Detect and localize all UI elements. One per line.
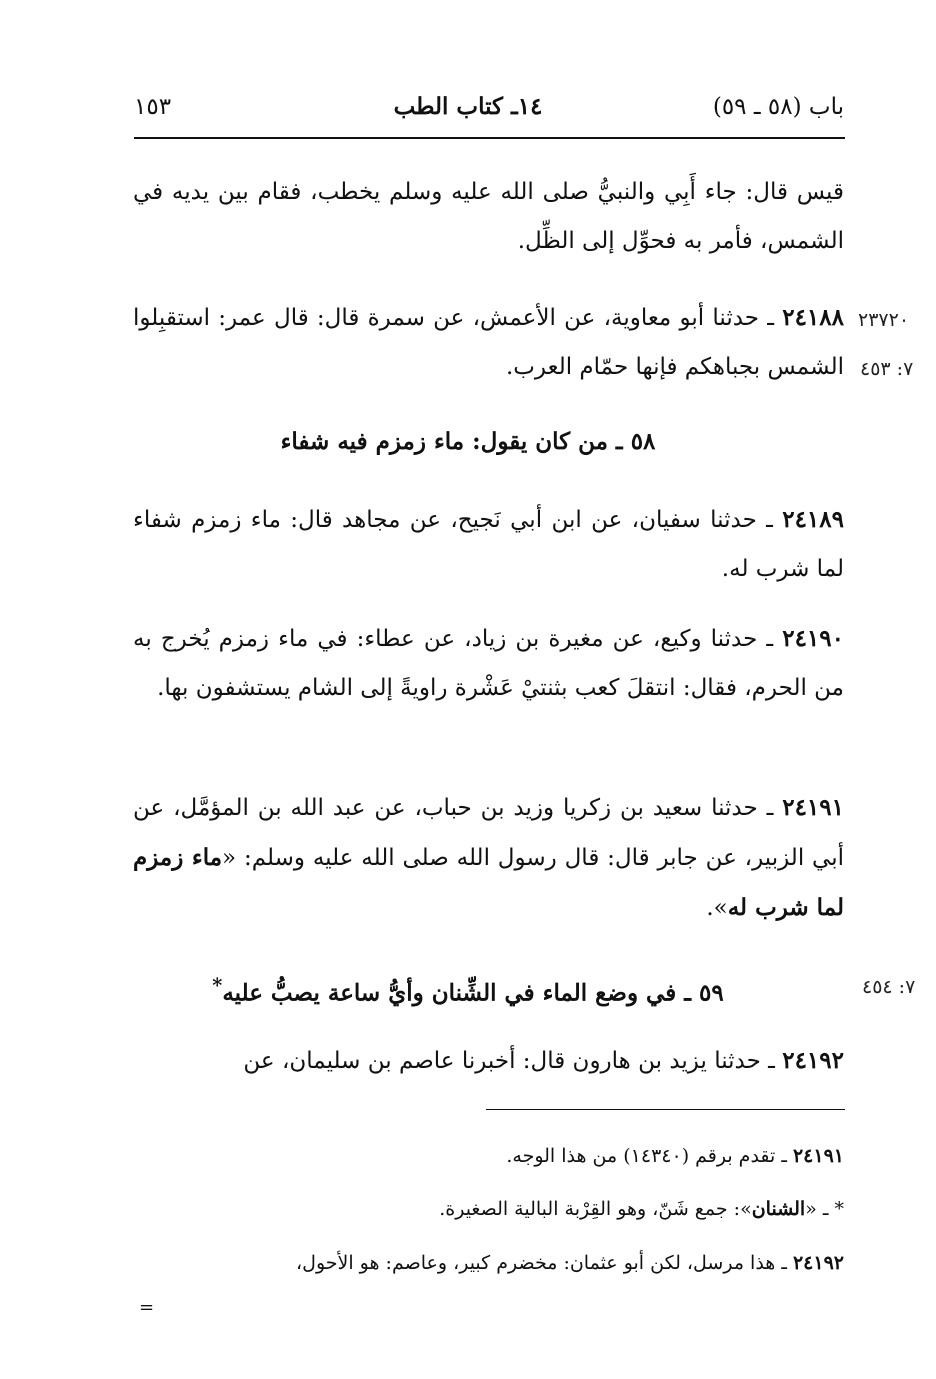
footnote-24191 [133, 1141, 844, 1171]
hadith-text: ـ حدثنا يزيد بن هارون قال: أخبرنا عاصم بن سليمان، عن [243, 1048, 783, 1074]
margin-reference: ٢٣٧٢٠ [858, 309, 910, 331]
hadith-text: ـ حدثنا أبو معاوية، عن الأعمش، عن سمرة قال: قال عمر: استقبِلوا الشمس بجباهكم فإنها حمّام العرب. [133, 305, 844, 380]
footnote-mark: * ـ « [805, 1198, 844, 1220]
hadith-text: ـ حدثنا سفيان، عن ابن أبي نَجيح، عن مجاهد قال: ماء زمزم شفاء لما شرب له. [133, 507, 844, 582]
hadith-24188 [133, 293, 844, 392]
hadith-number: ٢٤١٩٠ [782, 625, 844, 652]
hadith-24189 [133, 495, 844, 594]
hadith-quote: ماء زمزم لما شرب له [133, 844, 844, 921]
footnote-text: »: جمع شَنّ، وهو القِرْبة البالية الصغيرة. [439, 1198, 752, 1220]
hadith-text: ـ حدثنا وكيع، عن مغيرة بن زياد، عن عطاء: في ماء زمزم يُخرج به من الحرم، فقال: انتقلَ كعب بثنتيْ عَشْرة راويةً إلى الشام يستشفون بها. [133, 626, 844, 701]
section-heading-59 [0, 968, 936, 1012]
page-number: ١٥٣ [134, 94, 172, 120]
footnote-text: ـ تقدم برقم (١٤٣٤٠) من هذا الوجه. [506, 1145, 793, 1167]
hadith-24190 [133, 614, 844, 713]
footnote-continuation-mark: = [139, 1297, 155, 1318]
hadith-text: ـ حدثنا سعيد بن زكريا وزيد بن حباب، عن عبد الله بن المؤمَّل، عن أبي الزبير، عن جابر قال: قال رسول الله صلى الله عليه وسلم: « [133, 795, 845, 871]
hadith-24191 [133, 783, 844, 933]
hadith-number: ٢٤١٩٢ [782, 1047, 844, 1074]
footnote-shinan [133, 1194, 844, 1224]
hadith-number: ٢٤١٨٨ [782, 304, 844, 331]
footnote-24192 [133, 1248, 844, 1278]
hadith-number: ٢٤١٨٩ [782, 506, 844, 533]
margin-reference: ٧: ٤٥٤ [862, 976, 916, 998]
footnote-rule [486, 1109, 845, 1110]
footnote-term: الشنان [751, 1198, 806, 1220]
paragraph-text: قيس قال: جاء أَبِي والنبيُّ صلى الله عليه وسلم يخطب، فقام بين يديه في الشمس، فأمر به فحوِّل إلى الظِّل. [133, 179, 844, 254]
header-rule [134, 137, 845, 139]
footnote-marker: * [212, 974, 223, 997]
section-heading-58: ٥٨ ـ من كان يقول: ماء زمزم فيه شفاء [280, 428, 656, 455]
footnote-number: ٢٤١٩٢ [792, 1252, 844, 1274]
footnote-text: ـ هذا مرسل، لكن أبو عثمان: مخضرم كبير، وعاصم: هو الأحول، [296, 1252, 793, 1274]
margin-reference: ٧: ٤٥٣ [860, 358, 914, 380]
hadith-24192 [133, 1036, 844, 1086]
footnote-number: ٢٤١٩١ [792, 1145, 844, 1167]
header-book-title: ١٤ـ كتاب الطب [393, 93, 543, 120]
hadith-number: ٢٤١٩١ [782, 794, 844, 821]
header-chapter: باب (٥٨ ـ ٥٩) [712, 94, 844, 120]
paragraph-continuation [133, 168, 844, 266]
hadith-quote-end: ». [706, 895, 728, 921]
section-heading-text: ٥٩ ـ في وضع الماء في الشِّنان وأيُّ ساعة يصبُّ عليه [222, 979, 724, 1007]
